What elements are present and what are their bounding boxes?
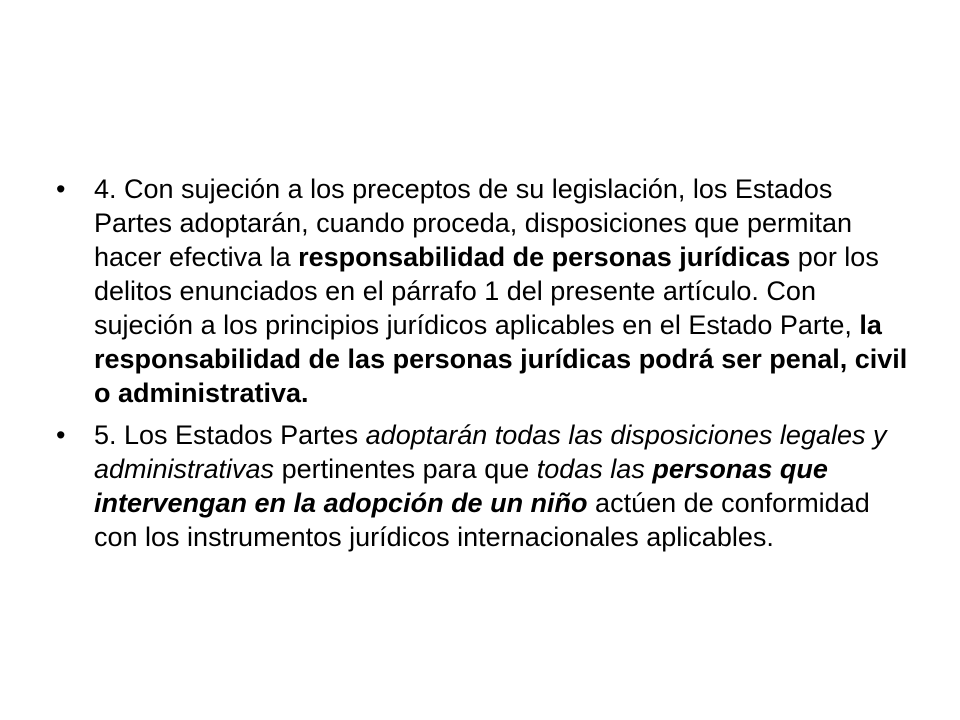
bullet-item-4 <box>56 172 916 410</box>
text-segment: pertinentes para que <box>274 454 537 484</box>
text-segment: 5. Los Estados Partes <box>94 420 366 450</box>
bold-text-segment: responsabilidad de personas jurídicas <box>298 242 791 272</box>
bullet-marker: • <box>56 420 66 450</box>
bold-text-segment: la responsabilidad de las personas jurídicas podrá ser penal, civil o administrativa. <box>94 310 908 408</box>
bullet-marker: • <box>56 174 66 204</box>
bullet-list <box>56 172 916 562</box>
italic-text-segment: todas las <box>536 454 653 484</box>
text-segment: por los delitos enunciados en el párrafo 1 del presente artículo. Con sujeción a los principios jurídicos aplicables en el Estado Parte, <box>94 242 879 340</box>
text-segment: 4. Con sujeción a los preceptos de su legislación, los Estados Partes adoptarán, cuando proceda, disposiciones que permitan hacer efectiva la <box>94 174 852 272</box>
bold-italic-text-segment: personas que intervengan en la adopción de un niño <box>94 454 828 518</box>
bullet-item-5 <box>56 418 916 554</box>
italic-text-segment: adoptarán todas las disposiciones legales y administrativas <box>94 420 887 484</box>
text-segment: actúen de conformidad con los instrumentos jurídicos internacionales aplicables. <box>94 488 870 552</box>
